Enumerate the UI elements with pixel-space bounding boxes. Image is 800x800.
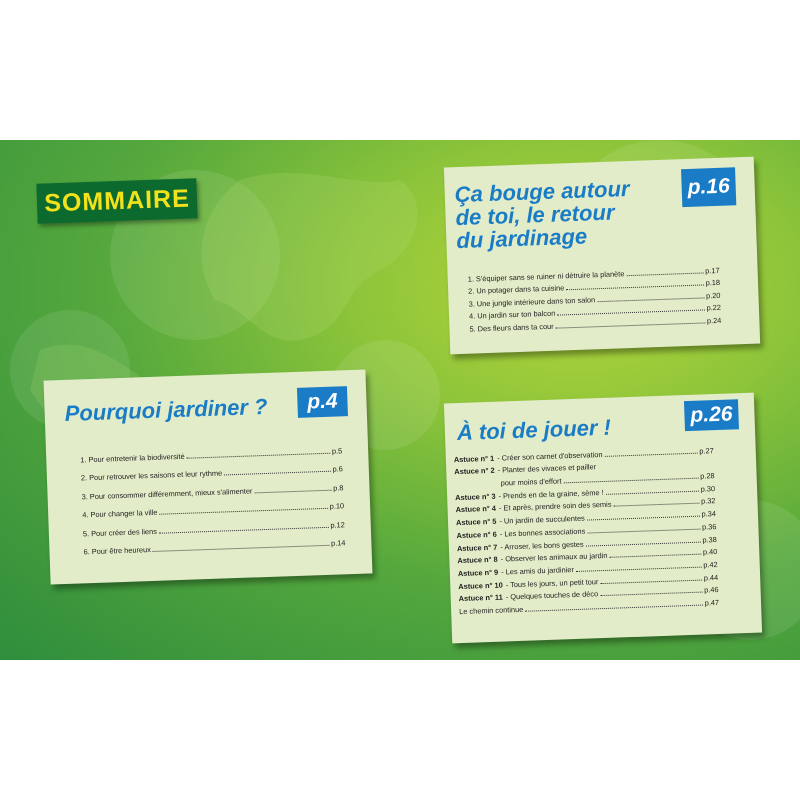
toc-leader-dots (556, 322, 705, 328)
toc-entry-page: p.18 (705, 277, 721, 288)
toc-list (454, 442, 720, 616)
toc-entry-label: Astuce n° 9 - Les amis du jardinier (457, 564, 574, 578)
table-of-contents-spread (0, 140, 800, 660)
toc-entry-page: p.34 (701, 509, 717, 519)
toc-entry-prefix: Astuce n° 3 (455, 491, 496, 502)
toc-entry-prefix: Astuce n° 1 (453, 453, 495, 464)
toc-entry-page: p.27 (699, 445, 714, 456)
toc-entry-page: p.40 (702, 547, 718, 557)
toc-entry-page: p.44 (703, 572, 719, 583)
toc-entry-label: Astuce n° 7 - Arroser, les bons gestes (456, 539, 584, 553)
section-card-ca-bouge (444, 157, 760, 355)
toc-entry-prefix: Astuce n° 5 (455, 516, 497, 528)
toc-entry-label: 6. Pour être heureux (83, 545, 152, 557)
toc-entry-page: p.20 (705, 290, 721, 300)
section-card-pourquoi-jardiner (44, 369, 373, 584)
toc-entry-page: p.22 (706, 302, 722, 313)
section-title (454, 177, 631, 252)
section-title-line: Ça bouge autour (454, 176, 630, 208)
toc-entry-label: 4. Un jardin sur ton balcon (468, 308, 556, 321)
toc-entry-page: p.32 (700, 496, 716, 507)
toc-entry-page: p.30 (700, 483, 716, 494)
section-title: Pourquoi jardiner ? (64, 393, 268, 426)
toc-entry-prefix: Astuce n° 4 (455, 504, 497, 515)
section-page-badge: p.4 (297, 386, 348, 418)
section-card-a-toi-de-jouer (444, 393, 762, 644)
toc-entry-label: 1. Pour entretenir la biodiversité (80, 451, 185, 464)
toc-entry-prefix: Astuce n° 2 (454, 466, 495, 477)
sommaire-title: SOMMAIRE (43, 184, 191, 218)
toc-entry-label: Astuce n° 3 - Prends en de la graine, sème ! (455, 487, 604, 502)
toc-entry-label: 2. Pour retrouver les saisons et leur rythme (80, 468, 223, 483)
toc-entry-label: 3. Pour consommer différemment, mieux s'alimenter (81, 485, 253, 501)
toc-entry-prefix: Astuce n° 7 (456, 542, 498, 553)
toc-entry-page: p.10 (329, 501, 345, 511)
toc-entry-label: 4. Pour changer la ville (82, 507, 158, 520)
toc-entry-page: p.24 (706, 315, 722, 325)
toc-entry-label: Astuce n° 11 - Quelques touches de déco (458, 589, 599, 604)
toc-entry-label: 5. Pour créer des liens (82, 526, 157, 538)
section-title-line: du jardinage (455, 223, 588, 254)
toc-leader-dots (525, 605, 702, 612)
toc-entry-label: 3. Une jungle intérieure dans ton salon (468, 294, 596, 309)
toc-entry-page: p.6 (332, 464, 343, 474)
toc-entry-page: p.14 (330, 538, 346, 548)
toc-entry-label: Astuce n° 4 - Et après, prendre soin des semis (455, 500, 612, 515)
toc-entry-label: Astuce n° 5 - Un jardin de succulentes (455, 513, 585, 528)
toc-entry-prefix: Astuce n° 9 (457, 567, 499, 578)
toc-entry-page: p.8 (333, 482, 344, 493)
toc-entry-label: Astuce n° 8 - Observer les animaux au jardin (457, 551, 608, 566)
toc-entry-label: 5. Des fleurs dans ta cour (469, 321, 554, 334)
toc-leader-dots (153, 545, 329, 552)
toc-entry-prefix: Astuce n° 10 (458, 580, 503, 591)
toc-entry-page: p.5 (331, 445, 343, 456)
toc-entry-page: p.38 (702, 534, 717, 545)
toc-list (467, 262, 721, 333)
section-page-badge: p.26 (684, 399, 739, 431)
toc-entry-label: Astuce n° 6 - Les bonnes associations (456, 526, 586, 540)
toc-entry-label: 2. Un potager dans ta cuisine (468, 283, 565, 296)
section-title-line: de toi, le retour (455, 199, 615, 231)
toc-entry-page: p.17 (705, 265, 720, 275)
section-title: À toi de jouer ! (456, 414, 612, 446)
toc-entry-label: Astuce n° 2 - Planter des vivaces et pailler (454, 462, 597, 477)
toc-entry-prefix: Astuce n° 6 (456, 529, 497, 540)
toc-entry-label: 1. S'équiper sans se ruiner ni détruire la planète (467, 268, 625, 284)
sommaire-banner (36, 178, 197, 224)
toc-entry-prefix: Astuce n° 11 (458, 592, 503, 604)
toc-entry-label: Astuce n° 10 - Tous les jours, un petit tour (458, 576, 599, 591)
toc-entry-label: Astuce n° 1 - Créer son carnet d'observation (453, 449, 603, 464)
toc-entry-page: p.42 (703, 559, 718, 570)
toc-entry-page: p.12 (330, 519, 345, 530)
toc-list (80, 436, 346, 556)
section-page-badge: p.16 (681, 167, 736, 207)
toc-entry-page: p.46 (704, 585, 719, 595)
toc-entry-label: pour moins d'effort (500, 476, 562, 488)
toc-entry-page: p.36 (701, 521, 717, 532)
toc-entry-page: p.28 (700, 471, 715, 481)
toc-entry-label: Le chemin continue (459, 604, 524, 617)
toc-entry-page: p.47 (704, 597, 720, 608)
toc-entry-prefix: Astuce n° 8 (457, 554, 498, 566)
